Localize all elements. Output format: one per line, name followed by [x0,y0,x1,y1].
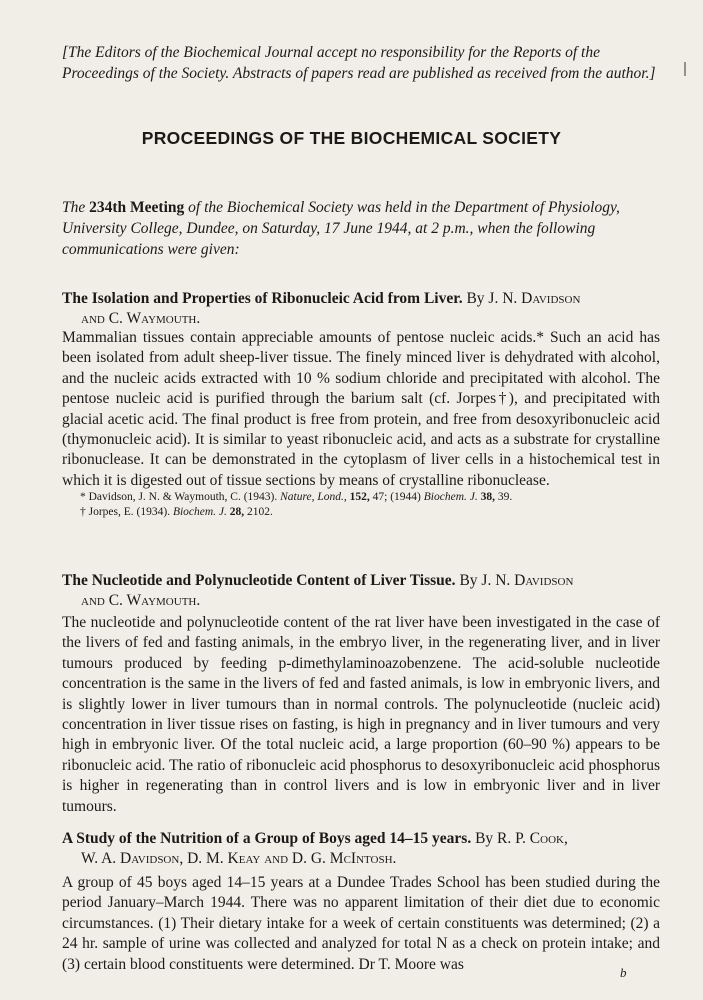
footnote-1-pages: 47; (1944) [372,491,421,503]
article-1-title: The Isolation and Properties of Ribonucleic Acid from Liver. [62,290,463,307]
footnote-2 [80,505,660,520]
footnote-1-volume-2: 38, [480,491,495,503]
margin-mark [684,62,692,76]
article-3-by: By [475,830,494,847]
footnote-2-journal: Biochem. J. [172,506,227,518]
footnote-2-volume: 28, [229,506,245,518]
footnote-2-ref: † Jorpes, E. (1934). [80,506,171,518]
meeting-number: 234th Meeting [89,199,185,216]
article-2-by: By [459,572,478,589]
footnote-2-pages: 2102. [247,506,273,518]
article-3-title: A Study of the Nutrition of a Group of Boys aged 14–15 years. [62,830,472,847]
article-1-by: By [466,290,485,307]
editors-note: [The Editors of the Biochemical Journal accept no responsibility for the Reports of the Proceedings of the Society. Abstracts of papers read are published as received from the author.] [62,44,656,82]
footnote-1 [80,490,660,505]
page-title: PROCEEDINGS OF THE BIOCHEMICAL SOCIETY [141,128,562,148]
footnote-1-journal: Nature, Lond., [280,491,347,503]
article-2-heading [62,571,662,611]
page-signature: b [620,965,627,980]
meeting-lead: The [62,199,86,216]
footnote-1-pages-2: 39. [497,491,513,503]
article-2-authors-cont: and C. Waymouth. [81,592,201,609]
article-2-authors: J. N. Davidson [481,572,574,589]
article-3-authors: R. P. Cook, [497,830,568,847]
article-3-heading [62,829,662,869]
article-3-authors-cont: W. A. Davidson, D. M. Keay and D. G. McIntosh. [81,850,397,867]
article-2-body: The nucleotide and polynucleotide content of the rat liver have been investigated in the case of the livers of fed and fasting animals, in the embryo liver, in the regenerating liver, and in liver tumours produced by feeding p-dimethylaminoazobenzene. The acid-soluble nucleotide concentration is the same in the livers of fed and fasted animals, is low in embryonic livers, and is slightly lower in liver tumours than in normal controls. The polynucleotide (nucleic acid) concentration in liver tissue rises on fasting, is high in pregnancy and in liver tumours and very high in embryonic liver. Of the total nucleic acid, a large proportion (60–90 %) appears to be ribonucleic acid. The ratio of ribonucleic acid phosphorus to desoxyribonucleic acid phosphorus is higher in regenerating than in control livers and is low in embryonic liver and in liver tumours. [62,614,660,815]
article-1-authors: J. N. Davidson [488,290,581,307]
article-1-authors-cont: and C. Waymouth. [81,310,201,327]
article-1-body: Mammalian tissues contain appreciable amounts of pentose nucleic acids.* Such an acid has been isolated from adult sheep-liver tissue. The finely minced liver is dehydrated with alcohol, and the nucleic acids extracted with 10 % sodium chloride and precipitated with alcohol. The pentose nucleic acid is purified through the barium salt (cf. Jorpes†), and precipitated with glacial acetic acid. The final product is free from protein, and free from desoxyribonucleic acid (thymonucleic acid). It is similar to yeast ribonucleic acid, and acts as a substrate for crystalline ribonuclease. It can be demonstrated in the cytoplasm of liver cells in a histochemical test in which it is digested out of tissue sections by means of crystalline ribonuclease. [62,329,660,489]
article-2-title: The Nucleotide and Polynucleotide Content of Liver Tissue. [62,572,456,589]
footnote-1-journal-2: Biochem. J. [423,491,478,503]
article-1-footnotes [80,490,660,520]
footnote-1-ref: * Davidson, J. N. & Waymouth, C. (1943). [80,491,278,503]
article-1-heading [62,289,662,329]
meeting-details: of the Biochemical Society was held in the Department of Physiology, University College, Dundee, on Saturday, 17 June 1944, at 2 p.m., when the following communications were given: [62,199,620,258]
meeting-intro [62,197,660,260]
article-3-body: A group of 45 boys aged 14–15 years at a Dundee Trades School has been studied during the period January–March 1944. There was no apparent limitation of their diet due to economic circumstances. (1) Their dietary intake for a week of certain constituents was determined; (2) a 24 hr. sample of urine was collected and analyzed for total N as a check on protein intake; and (3) certain blood constituents were determined. Dr T. Moore was [62,874,660,973]
footnote-1-volume: 152, [349,491,370,503]
